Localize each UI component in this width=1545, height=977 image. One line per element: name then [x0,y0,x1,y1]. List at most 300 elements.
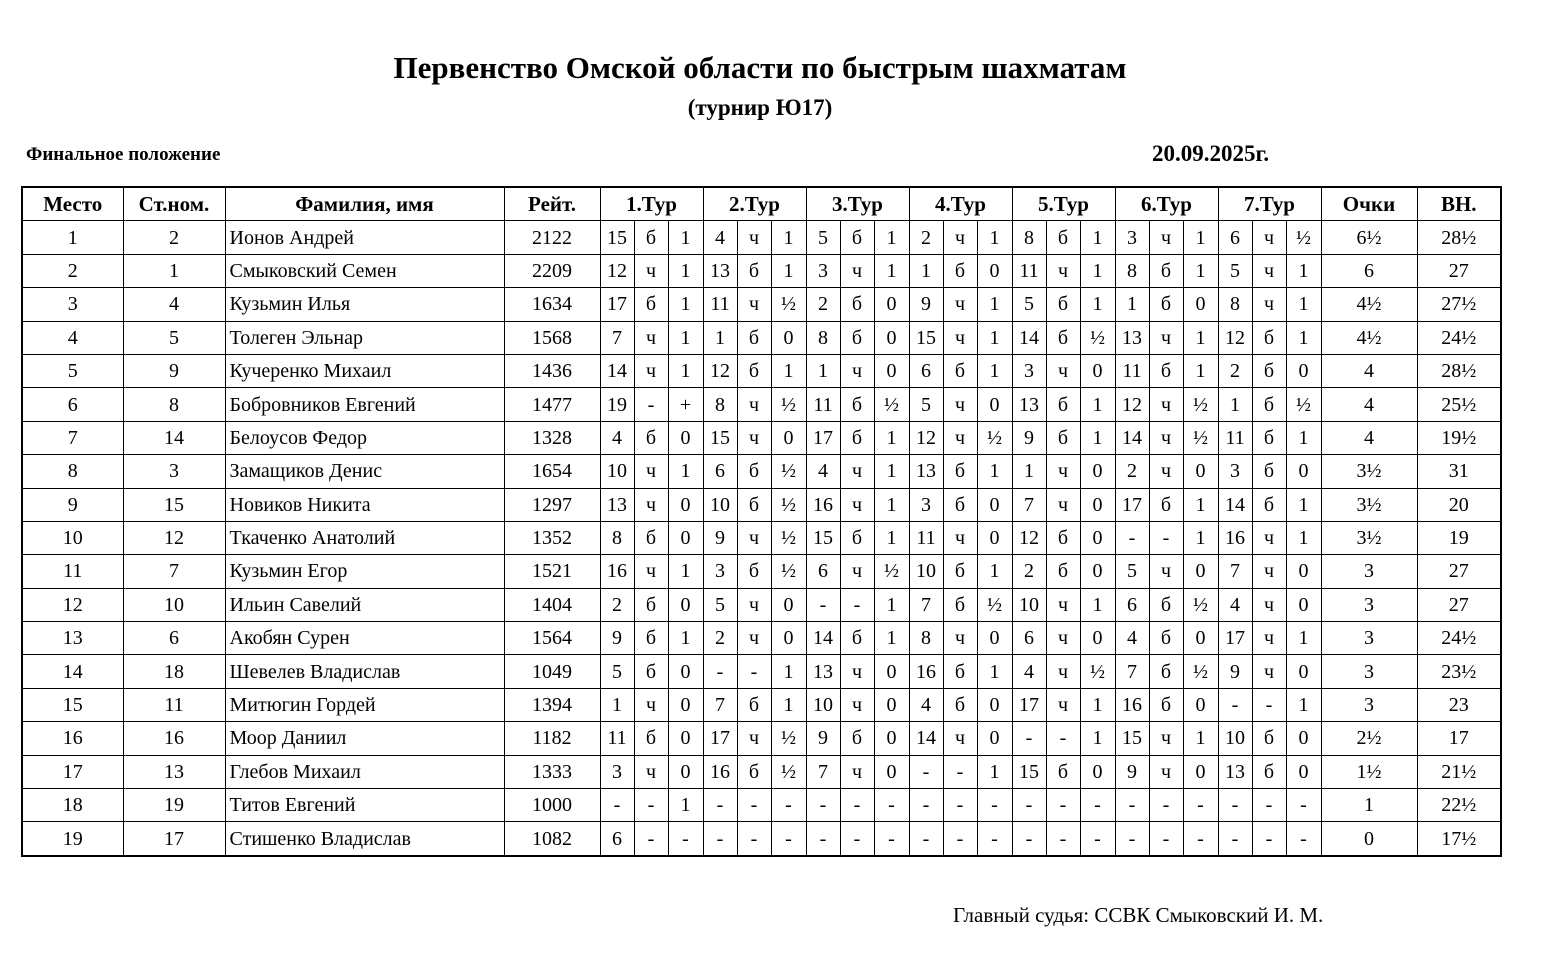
round-4-result-cell: ½ [977,588,1012,621]
round-4-result-cell: 1 [977,288,1012,321]
place-cell: 11 [22,555,123,588]
round-6-opponent-cell: 7 [1115,655,1149,688]
round-1-color-cell: б [634,655,668,688]
round-4-opponent-cell: 9 [909,288,943,321]
round-2-result-cell: - [771,789,806,822]
round-5-opponent-cell: 3 [1012,354,1046,387]
round-7-result-cell: ½ [1286,221,1321,254]
round-4-result-cell: 0 [977,488,1012,521]
points-cell: 3 [1321,655,1417,688]
player-name-cell: Новиков Никита [225,488,504,521]
round-3-result-cell: 1 [874,521,909,554]
round-7-result-cell: 1 [1286,622,1321,655]
round-7-opponent-cell: 13 [1218,755,1252,788]
player-name-cell: Титов Евгений [225,789,504,822]
round-4-result-cell: 0 [977,688,1012,721]
round-6-opponent-cell: - [1115,789,1149,822]
round-1-result-cell: 0 [668,588,703,621]
round-1-opponent-cell: 19 [600,388,634,421]
rating-cell: 1352 [504,521,600,554]
round-6-result-cell: ½ [1183,655,1218,688]
round-6-opponent-cell: 9 [1115,755,1149,788]
round-4-color-cell: - [943,789,977,822]
round-5-result-cell: 1 [1080,722,1115,755]
rating-cell: 1404 [504,588,600,621]
tiebreak-cell: 25½ [1417,388,1501,421]
round-2-color-cell: ч [737,722,771,755]
round-6-result-cell: 1 [1183,254,1218,287]
round-1-result-cell: 1 [668,321,703,354]
round-5-result-cell: 1 [1080,254,1115,287]
tiebreak-cell: 19 [1417,521,1501,554]
tiebreak-cell: 24½ [1417,622,1501,655]
round-7-result-cell: 1 [1286,688,1321,721]
round-4-color-cell: ч [943,722,977,755]
round-7-opponent-cell: 16 [1218,521,1252,554]
round-7-opponent-cell: - [1218,822,1252,856]
place-cell: 17 [22,755,123,788]
round-1-opponent-cell: 16 [600,555,634,588]
round-3-color-cell: ч [840,655,874,688]
round-5-opponent-cell: 9 [1012,421,1046,454]
round-7-color-cell: ч [1252,521,1286,554]
round-5-opponent-cell: 15 [1012,755,1046,788]
round-3-result-cell: - [874,789,909,822]
round-1-opponent-cell: 1 [600,688,634,721]
round-6-color-cell: ч [1149,722,1183,755]
round-2-result-cell: 1 [771,221,806,254]
header-round-4: 4.Тур [909,187,1012,221]
round-7-result-cell: 0 [1286,555,1321,588]
tiebreak-cell: 28½ [1417,354,1501,387]
round-3-result-cell: 1 [874,221,909,254]
round-6-color-cell: б [1149,655,1183,688]
header-round-6: 6.Тур [1115,187,1218,221]
round-4-result-cell: - [977,789,1012,822]
round-4-opponent-cell: 11 [909,521,943,554]
place-cell: 18 [22,789,123,822]
round-5-result-cell: ½ [1080,655,1115,688]
round-3-opponent-cell: - [806,822,840,856]
round-3-opponent-cell: 3 [806,254,840,287]
round-5-color-cell: б [1046,288,1080,321]
table-row [22,655,1501,688]
rating-cell: 1000 [504,789,600,822]
round-2-color-cell: б [737,254,771,287]
round-3-result-cell: 1 [874,622,909,655]
round-3-result-cell: 0 [874,688,909,721]
start-number-cell: 9 [123,354,225,387]
round-2-color-cell: б [737,354,771,387]
round-4-result-cell: 0 [977,622,1012,655]
round-7-result-cell: 1 [1286,421,1321,454]
round-1-result-cell: 1 [668,254,703,287]
player-name-cell: Толеген Эльнар [225,321,504,354]
round-2-color-cell: ч [737,521,771,554]
round-7-opponent-cell: 11 [1218,421,1252,454]
table-row [22,521,1501,554]
round-5-color-cell: б [1046,755,1080,788]
round-5-result-cell: 1 [1080,688,1115,721]
round-4-opponent-cell: 8 [909,622,943,655]
round-3-color-cell: ч [840,488,874,521]
player-name-cell: Кучеренко Михаил [225,354,504,387]
player-name-cell: Смыковский Семен [225,254,504,287]
round-1-opponent-cell: 3 [600,755,634,788]
round-6-opponent-cell: 16 [1115,688,1149,721]
round-6-color-cell: б [1149,488,1183,521]
table-row [22,288,1501,321]
points-cell: 4 [1321,354,1417,387]
start-number-cell: 10 [123,588,225,621]
round-3-color-cell: б [840,388,874,421]
rating-cell: 1049 [504,655,600,688]
round-5-opponent-cell: 17 [1012,688,1046,721]
round-4-result-cell: ½ [977,421,1012,454]
round-7-opponent-cell: - [1218,688,1252,721]
round-3-color-cell: - [840,822,874,856]
round-4-color-cell: б [943,254,977,287]
round-3-result-cell: ½ [874,555,909,588]
round-2-result-cell: 1 [771,254,806,287]
round-6-result-cell: 1 [1183,221,1218,254]
round-3-result-cell: 0 [874,354,909,387]
header-round-1: 1.Тур [600,187,703,221]
header-round-2: 2.Тур [703,187,806,221]
round-6-opponent-cell: 1 [1115,288,1149,321]
round-1-color-cell: - [634,388,668,421]
round-2-color-cell: б [737,488,771,521]
table-row [22,254,1501,287]
round-5-color-cell: б [1046,555,1080,588]
round-3-color-cell: б [840,421,874,454]
place-cell: 3 [22,288,123,321]
round-3-opponent-cell: 13 [806,655,840,688]
round-6-opponent-cell: 4 [1115,622,1149,655]
place-cell: 4 [22,321,123,354]
round-3-color-cell: ч [840,755,874,788]
round-1-opponent-cell: 2 [600,588,634,621]
round-3-opponent-cell: 14 [806,622,840,655]
points-cell: 1 [1321,789,1417,822]
round-6-color-cell: ч [1149,555,1183,588]
round-2-color-cell: б [737,555,771,588]
round-1-result-cell: 1 [668,555,703,588]
round-3-color-cell: б [840,722,874,755]
start-number-cell: 1 [123,254,225,287]
round-7-opponent-cell: 7 [1218,555,1252,588]
round-7-color-cell: ч [1252,622,1286,655]
start-number-cell: 3 [123,455,225,488]
round-1-result-cell: 0 [668,688,703,721]
tiebreak-cell: 19½ [1417,421,1501,454]
round-7-result-cell: ½ [1286,388,1321,421]
round-6-opponent-cell: 5 [1115,555,1149,588]
start-number-cell: 4 [123,288,225,321]
round-1-opponent-cell: - [600,789,634,822]
round-4-result-cell: - [977,822,1012,856]
table-row [22,455,1501,488]
round-1-result-cell: 1 [668,354,703,387]
round-4-result-cell: 0 [977,254,1012,287]
round-3-color-cell: б [840,622,874,655]
round-5-opponent-cell: 10 [1012,588,1046,621]
round-4-opponent-cell: 4 [909,688,943,721]
round-1-opponent-cell: 8 [600,521,634,554]
round-7-color-cell: ч [1252,254,1286,287]
round-6-opponent-cell: 15 [1115,722,1149,755]
round-6-color-cell: б [1149,688,1183,721]
round-3-color-cell: ч [840,354,874,387]
round-7-color-cell: б [1252,488,1286,521]
tiebreak-cell: 24½ [1417,321,1501,354]
round-2-result-cell: 0 [771,421,806,454]
round-5-result-cell: 0 [1080,455,1115,488]
points-cell: 6 [1321,254,1417,287]
round-6-result-cell: 1 [1183,354,1218,387]
round-7-result-cell: 0 [1286,354,1321,387]
tiebreak-cell: 27 [1417,588,1501,621]
round-3-opponent-cell: 16 [806,488,840,521]
round-1-color-cell: ч [634,755,668,788]
round-1-result-cell: 0 [668,755,703,788]
round-5-opponent-cell: 1 [1012,455,1046,488]
round-5-color-cell: ч [1046,655,1080,688]
round-7-opponent-cell: 9 [1218,655,1252,688]
round-3-result-cell: 1 [874,488,909,521]
round-5-color-cell: - [1046,822,1080,856]
round-6-opponent-cell: - [1115,521,1149,554]
round-2-opponent-cell: 7 [703,688,737,721]
round-6-result-cell: 1 [1183,521,1218,554]
round-3-opponent-cell: - [806,789,840,822]
table-row [22,221,1501,254]
tiebreak-cell: 27 [1417,254,1501,287]
round-3-opponent-cell: 7 [806,755,840,788]
round-4-opponent-cell: 7 [909,588,943,621]
round-2-result-cell: ½ [771,288,806,321]
round-3-color-cell: б [840,221,874,254]
round-5-result-cell: 0 [1080,622,1115,655]
round-6-result-cell: ½ [1183,588,1218,621]
round-7-result-cell: 0 [1286,755,1321,788]
round-5-result-cell: - [1080,822,1115,856]
tiebreak-cell: 27½ [1417,288,1501,321]
round-1-opponent-cell: 7 [600,321,634,354]
points-cell: 2½ [1321,722,1417,755]
round-5-color-cell: ч [1046,254,1080,287]
player-name-cell: Кузьмин Егор [225,555,504,588]
round-2-color-cell: ч [737,288,771,321]
round-6-color-cell: - [1149,789,1183,822]
place-cell: 12 [22,588,123,621]
round-6-color-cell: б [1149,588,1183,621]
round-2-color-cell: - [737,789,771,822]
round-3-color-cell: б [840,288,874,321]
round-3-result-cell: 0 [874,755,909,788]
player-name-cell: Стишенко Владислав [225,822,504,856]
place-cell: 6 [22,388,123,421]
place-cell: 19 [22,822,123,856]
round-5-color-cell: ч [1046,622,1080,655]
round-7-color-cell: б [1252,388,1286,421]
tiebreak-cell: 17 [1417,722,1501,755]
round-1-color-cell: - [634,822,668,856]
player-name-cell: Ильин Савелий [225,588,504,621]
table-row [22,822,1501,856]
standings-body [22,221,1501,856]
round-4-color-cell: б [943,555,977,588]
table-row [22,789,1501,822]
round-5-result-cell: 1 [1080,221,1115,254]
round-5-result-cell: 1 [1080,288,1115,321]
round-7-color-cell: ч [1252,555,1286,588]
round-3-opponent-cell: 1 [806,354,840,387]
table-row [22,354,1501,387]
rating-cell: 1328 [504,421,600,454]
start-number-cell: 6 [123,622,225,655]
round-5-color-cell: б [1046,388,1080,421]
start-number-cell: 19 [123,789,225,822]
round-1-result-cell: 0 [668,722,703,755]
table-row [22,388,1501,421]
round-1-result-cell: 1 [668,789,703,822]
round-6-result-cell: 0 [1183,555,1218,588]
round-5-opponent-cell: 4 [1012,655,1046,688]
round-1-color-cell: б [634,622,668,655]
start-number-cell: 8 [123,388,225,421]
header-name: Фамилия, имя [225,187,504,221]
round-3-result-cell: ½ [874,388,909,421]
round-1-result-cell: 0 [668,521,703,554]
header-round-5: 5.Тур [1012,187,1115,221]
round-3-opponent-cell: 9 [806,722,840,755]
round-2-opponent-cell: 16 [703,755,737,788]
round-6-result-cell: 0 [1183,622,1218,655]
round-2-opponent-cell: 11 [703,288,737,321]
start-number-cell: 14 [123,421,225,454]
round-1-color-cell: ч [634,354,668,387]
round-7-opponent-cell: 3 [1218,455,1252,488]
round-7-result-cell: 1 [1286,254,1321,287]
round-4-opponent-cell: 14 [909,722,943,755]
round-3-opponent-cell: 11 [806,388,840,421]
round-6-color-cell: б [1149,622,1183,655]
round-7-opponent-cell: 5 [1218,254,1252,287]
tiebreak-cell: 28½ [1417,221,1501,254]
round-2-opponent-cell: - [703,789,737,822]
points-cell: 3 [1321,622,1417,655]
table-row [22,588,1501,621]
round-7-opponent-cell: 6 [1218,221,1252,254]
round-3-color-cell: ч [840,254,874,287]
round-7-result-cell: 0 [1286,655,1321,688]
round-2-opponent-cell: 9 [703,521,737,554]
round-4-result-cell: 1 [977,755,1012,788]
rating-cell: 1182 [504,722,600,755]
rating-cell: 1521 [504,555,600,588]
round-5-result-cell: 0 [1080,488,1115,521]
round-4-color-cell: ч [943,321,977,354]
round-2-opponent-cell: 4 [703,221,737,254]
start-number-cell: 5 [123,321,225,354]
round-2-result-cell: - [771,822,806,856]
start-number-cell: 18 [123,655,225,688]
round-2-result-cell: 0 [771,622,806,655]
round-5-opponent-cell: 6 [1012,622,1046,655]
place-cell: 7 [22,421,123,454]
round-1-opponent-cell: 4 [600,421,634,454]
round-2-opponent-cell: 8 [703,388,737,421]
player-name-cell: Ионов Андрей [225,221,504,254]
round-2-result-cell: 1 [771,354,806,387]
round-1-color-cell: б [634,521,668,554]
round-2-opponent-cell: 17 [703,722,737,755]
round-3-color-cell: - [840,588,874,621]
round-6-result-cell: 1 [1183,488,1218,521]
round-6-color-cell: ч [1149,221,1183,254]
round-7-opponent-cell: 2 [1218,354,1252,387]
round-1-opponent-cell: 14 [600,354,634,387]
round-7-color-cell: б [1252,722,1286,755]
round-1-opponent-cell: 13 [600,488,634,521]
rating-cell: 2209 [504,254,600,287]
round-1-result-cell: + [668,388,703,421]
round-4-result-cell: 0 [977,388,1012,421]
player-name-cell: Ткаченко Анатолий [225,521,504,554]
round-3-result-cell: 1 [874,588,909,621]
round-2-result-cell: ½ [771,521,806,554]
rating-cell: 2122 [504,221,600,254]
round-4-opponent-cell: 2 [909,221,943,254]
round-7-result-cell: 0 [1286,455,1321,488]
round-6-color-cell: - [1149,822,1183,856]
tiebreak-cell: 21½ [1417,755,1501,788]
points-cell: 3 [1321,555,1417,588]
round-2-color-cell: б [737,755,771,788]
place-cell: 8 [22,455,123,488]
round-2-opponent-cell: 13 [703,254,737,287]
round-4-color-cell: б [943,354,977,387]
round-2-color-cell: - [737,655,771,688]
round-6-result-cell: 0 [1183,455,1218,488]
header-round-7: 7.Тур [1218,187,1321,221]
round-1-color-cell: ч [634,321,668,354]
round-4-result-cell: 1 [977,455,1012,488]
round-3-result-cell: 0 [874,288,909,321]
points-cell: 4 [1321,388,1417,421]
round-5-color-cell: ч [1046,588,1080,621]
place-cell: 1 [22,221,123,254]
round-2-result-cell: ½ [771,755,806,788]
header-points: Очки [1321,187,1417,221]
tiebreak-cell: 31 [1417,455,1501,488]
round-4-opponent-cell: 1 [909,254,943,287]
round-5-opponent-cell: 2 [1012,555,1046,588]
round-7-color-cell: ч [1252,221,1286,254]
round-3-opponent-cell: 8 [806,321,840,354]
round-5-color-cell: ч [1046,354,1080,387]
round-7-opponent-cell: - [1218,789,1252,822]
round-4-opponent-cell: 10 [909,555,943,588]
round-4-result-cell: 0 [977,722,1012,755]
round-4-opponent-cell: - [909,822,943,856]
round-7-opponent-cell: 4 [1218,588,1252,621]
round-2-result-cell: 0 [771,321,806,354]
round-7-color-cell: ч [1252,288,1286,321]
round-1-result-cell: 0 [668,488,703,521]
rating-cell: 1436 [504,354,600,387]
